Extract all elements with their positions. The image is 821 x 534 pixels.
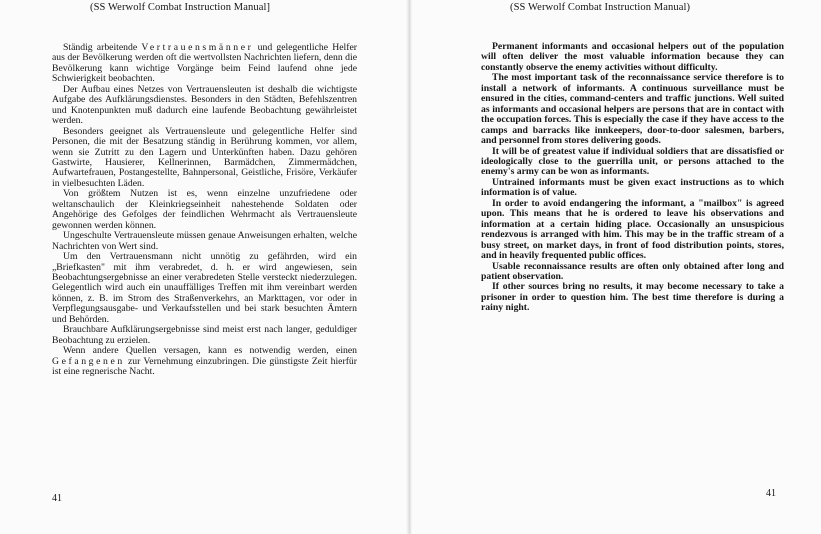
paragraph-text: Ständig arbeitende	[63, 42, 142, 53]
paragraph: Untrained informants must be given exact instructions as to which information is of value.	[481, 176, 784, 199]
page-number: 41	[52, 493, 62, 504]
page-body	[52, 43, 357, 378]
paragraph-text: zur Vernehmung einzubringen. Die günstigste Zeit hierfür ist eine regnerische Nacht.	[52, 355, 357, 378]
paragraph: Ungeschulte Vertrauensleute müssen genaue Anweisungen erhalten, welche Nachrichten von Wert sind.	[52, 230, 357, 252]
paragraph	[52, 43, 357, 85]
paragraph: If other sources bring no results, it may become necessary to take a prisoner in order to question him. The best time therefore is during a rainy night.	[481, 281, 784, 314]
right-page-english	[411, 0, 821, 534]
spaced-emphasis: Vertrauensmänner	[141, 42, 254, 53]
paragraph: Usable reconnaissance results are often only obtained after long and patient observation.	[481, 260, 784, 282]
paragraph	[52, 346, 357, 377]
paragraph: Brauchbare Aufklärungsergebnisse sind meist erst nach langer, geduldiger Beobachtung zu erzielen.	[52, 324, 357, 346]
paragraph: Von größtem Nutzen ist es, wenn einzelne unzufriedene oder weltanschaulich der Kleinkriegseinheit nahestehende Soldaten oder Angehörige des Gefolges der feindlichen Wehrmacht als Vertrauensleute gewonnen werden können.	[52, 188, 357, 231]
spaced-emphasis: Gefangenen	[52, 355, 125, 367]
paragraph: Um den Vertrauensmann nicht unnötig zu gefährden, wird ein „Briefkasten" mit ihm verabredet, d. h. er wird angewiesen, sein Beobachtungsergebnisse an einer verabredeten Stelle versteckt niederzulegen. Gelegentlich wird auch ein unauffälliges Treffen mit ihm vereinbart werden können, z. B. im Strom des Straßenverkehrs, an Markttagen, vor oder in Verpflegungsausgabe- und Verkaufsstellen und bei stark besuchten Ämtern und Behörden.	[52, 251, 357, 325]
page-number: 41	[766, 488, 776, 499]
left-page-german	[0, 0, 408, 534]
paragraph: It will be of greatest value if individual soldiers that are dissatisfied or ideologically close to the guerrilla unit, or persons attached to the enemy's army can be won as informants.	[481, 145, 784, 178]
page-body	[481, 42, 784, 314]
paragraph: Permanent informants and occasional helpers out of the population will often deliver the most valuable information because they can constantly observe the enemy activities without difficulty.	[481, 41, 784, 73]
paragraph: In order to avoid endangering the informant, a "mailbox" is agreed upon. This means that he is ordered to leave his observations and information at a certain hiding place. Occasionally an unsuspicious rendezvous is arranged with him. This may be in the traffic stream of a busy street, on market days, in front of food distribution points, stores, and in heavily frequented public offices.	[481, 197, 784, 262]
running-header: (SS Werwolf Combat Instruction Manual]	[90, 2, 271, 13]
paragraph: The most important task of the reconnaissance service therefore is to install a network of informants. A continuous surveillance must be ensured in the cities, command-centers and traffic junctions. Well suited as informants and occasional helpers are persons that are in contact with the occupation forces. This is especially the case if they have access to the camps and barracks like innkeepers, door-to-door salesmen, barbers, and personnel from stores delivering goods.	[481, 72, 784, 147]
paragraph-text: und gelegentliche Helfer aus der Bevölkerung werden oft die wertvollsten Nachrichten liefern, denn die Bevölkerung kann wichtige Vorgänge beim Feind laufend ohne jede Schwierigkeit beobachten.	[52, 42, 357, 85]
paragraph: Der Aufbau eines Netzes von Vertrauensleuten ist deshalb die wichtigste Aufgabe des Aufklärungsdienstes. Besonders in den Städten, Befehlszentren und Knotenpunkten muß dadurch eine laufende Beobachtung gewährleistet werden.	[52, 83, 357, 127]
running-header: (SS Werwolf Combat Instruction Manual)	[510, 2, 691, 13]
paragraph-text: Wenn andere Quellen versagen, kann es notwendig werden, einen	[63, 345, 357, 357]
paragraph: Besonders geeignet als Vertrauensleute und gelegentliche Helfer sind Personen, die mit der Besatzung ständig in Berührung kommen, vor allem, wenn sie Zutritt zu den Lagern und Unterkünften haben. Dazu gehören Gastwirte, Hausierer, Kellnerinnen, Barmädchen, Zimmermädchen, Aufwartefrauen, Postangestellte, Bahnpersonal, Geistliche, Frisöre, Verkäufer in vielbesuchten Läden.	[52, 125, 357, 189]
